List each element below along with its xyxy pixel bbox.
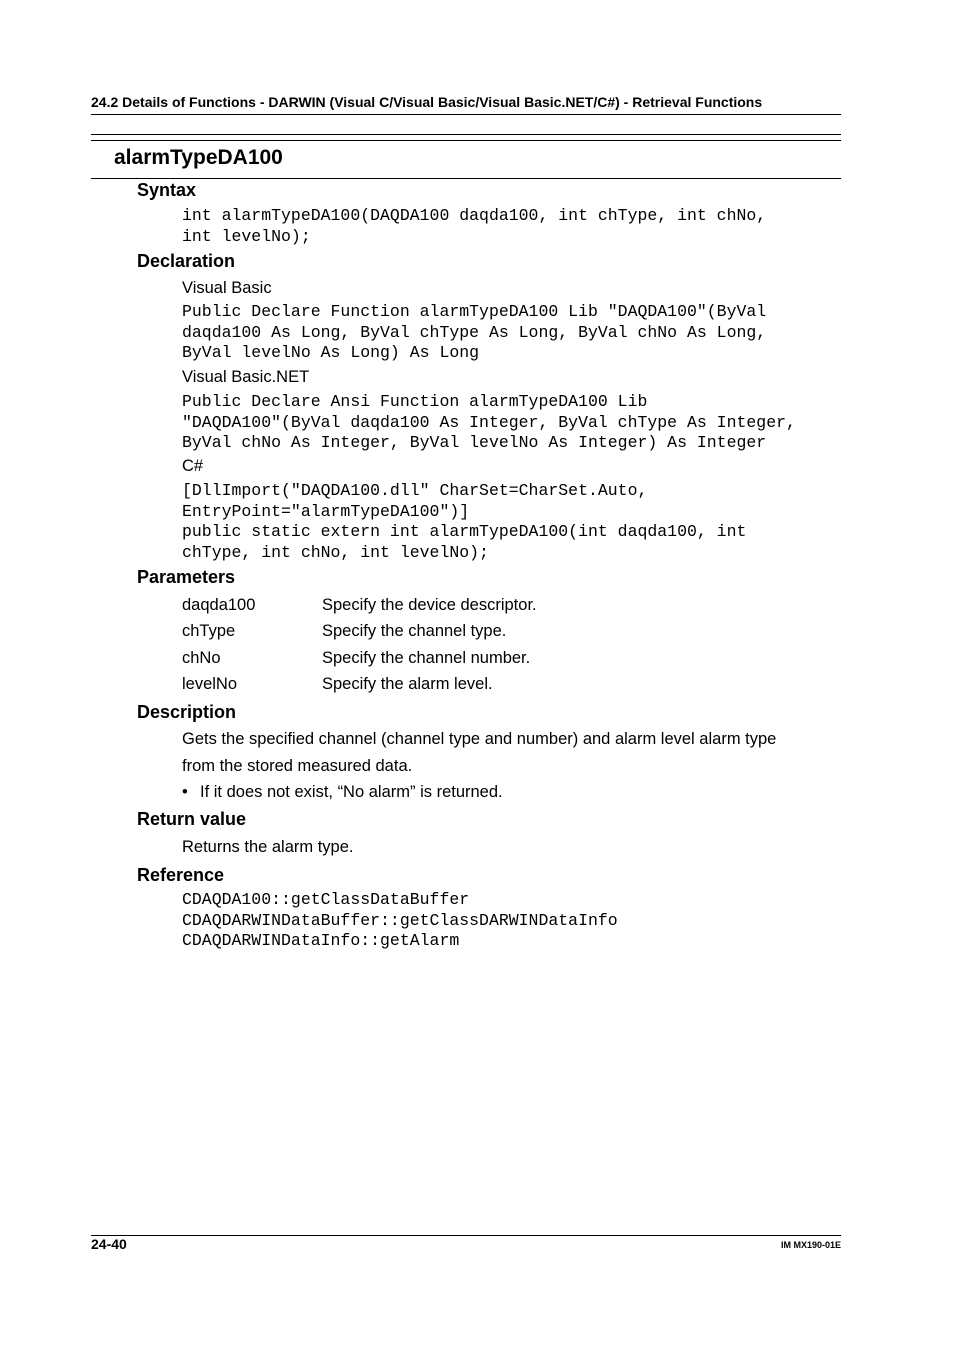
param-name: chNo bbox=[182, 649, 221, 667]
description-bullet bbox=[182, 783, 503, 802]
param-name: chType bbox=[182, 622, 236, 640]
header-rule bbox=[91, 114, 841, 115]
description-line-1: Gets the specified channel (channel type and number) and alarm level alarm type bbox=[182, 730, 777, 748]
title-rule-bottom bbox=[91, 178, 841, 179]
function-title: alarmTypeDA100 bbox=[114, 146, 283, 169]
title-rule-top-1 bbox=[91, 134, 841, 135]
declaration-heading: Declaration bbox=[137, 251, 236, 271]
footer-rule bbox=[91, 1235, 841, 1236]
bullet-icon: • bbox=[182, 783, 188, 801]
syntax-heading: Syntax bbox=[137, 180, 197, 200]
param-name: daqda100 bbox=[182, 596, 256, 614]
param-desc: Specify the channel type. bbox=[322, 622, 507, 640]
reference-heading: Reference bbox=[137, 865, 225, 885]
syntax-code: int alarmTypeDA100(DAQDA100 daqda100, int chType, int chNo, int levelNo); bbox=[182, 206, 767, 246]
param-desc: Specify the device descriptor. bbox=[322, 596, 537, 614]
vb-label: Visual Basic bbox=[182, 279, 272, 297]
vbnet-declaration-code: Public Declare Ansi Function alarmTypeDA100 Lib "DAQDA100"(ByVal daqda100 As Integer, ByVal chType As Integer, ByVal chNo As Integer, ByVal levelNo As Integer) As Integer bbox=[182, 392, 796, 453]
cs-label: C# bbox=[182, 457, 204, 475]
document-id: IM MX190-01E bbox=[780, 1240, 841, 1250]
param-desc: Specify the alarm level. bbox=[322, 675, 493, 693]
return-value-text: Returns the alarm type. bbox=[182, 838, 354, 856]
running-header: 24.2 Details of Functions - DARWIN (Visual C/Visual Basic/Visual Basic.NET/C#) - Retrieval Functions bbox=[91, 94, 763, 110]
description-heading: Description bbox=[137, 702, 237, 722]
param-desc: Specify the channel number. bbox=[322, 649, 531, 667]
title-rule-top-2 bbox=[91, 140, 841, 141]
reference-code: CDAQDA100::getClassDataBuffer CDAQDARWINDataBuffer::getClassDARWINDataInfo CDAQDARWINDataInfo::getAlarm bbox=[182, 890, 618, 951]
vbnet-label: Visual Basic.NET bbox=[182, 368, 310, 386]
return-value-heading: Return value bbox=[137, 809, 247, 829]
page-number: 24-40 bbox=[91, 1236, 127, 1252]
param-name: levelNo bbox=[182, 675, 238, 693]
bullet-text: If it does not exist, “No alarm” is returned. bbox=[200, 783, 503, 801]
vb-declaration-code: Public Declare Function alarmTypeDA100 Lib "DAQDA100"(ByVal daqda100 As Long, ByVal chType As Long, ByVal chNo As Long, ByVal levelNo As Long) As Long bbox=[182, 302, 767, 363]
cs-declaration-code: [DllImport("DAQDA100.dll" CharSet=CharSet.Auto, EntryPoint="alarmTypeDA100")] public static extern int alarmTypeDA100(int daqda100, int chType, int chNo, int levelNo); bbox=[182, 481, 747, 563]
description-line-2: from the stored measured data. bbox=[182, 757, 413, 775]
parameters-heading: Parameters bbox=[137, 567, 236, 587]
